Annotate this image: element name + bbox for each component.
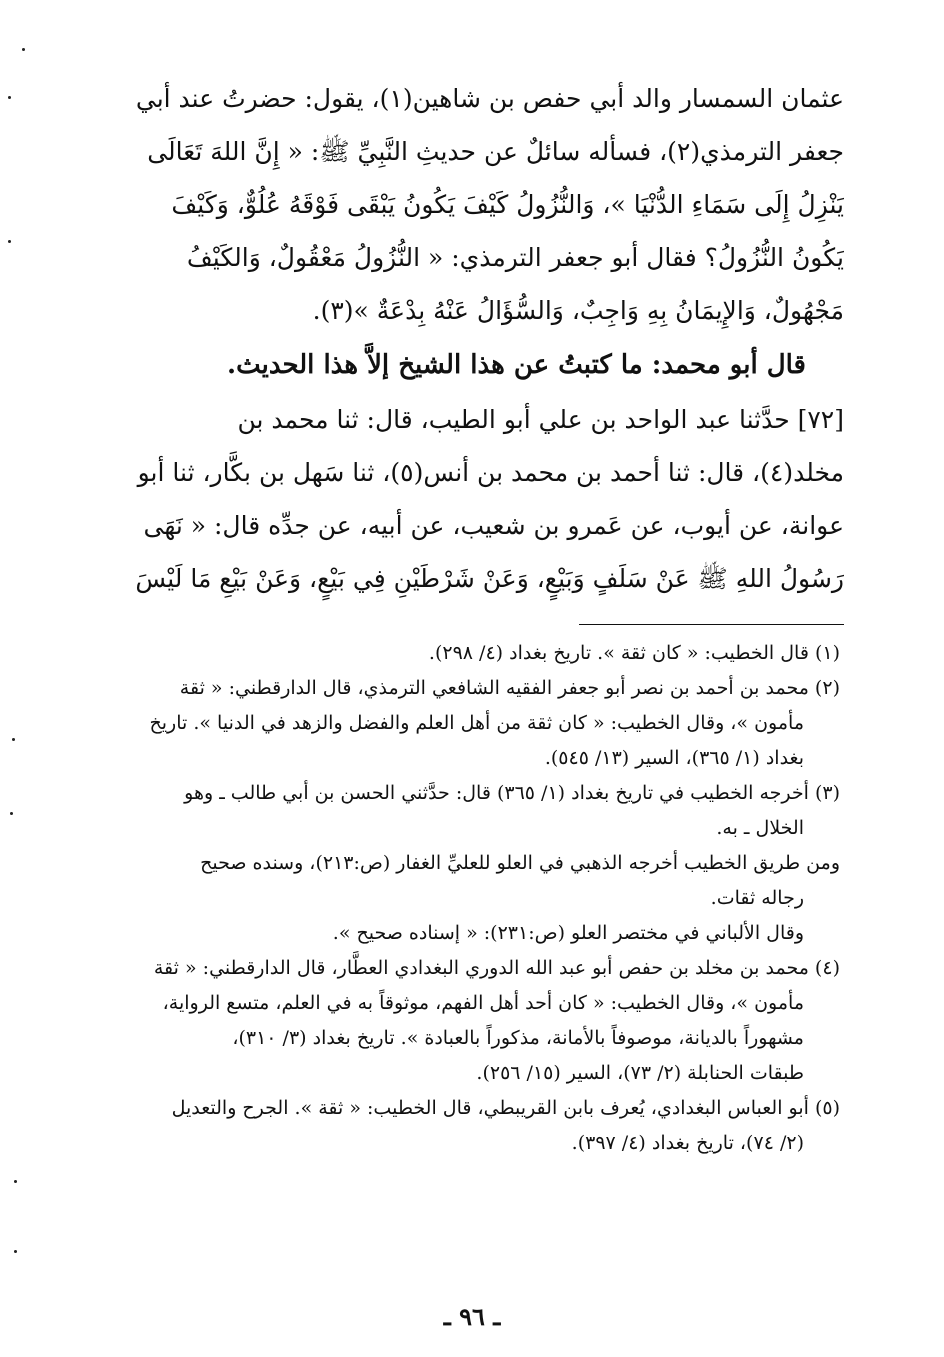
footnote-4: (٤) محمد بن مخلد بن حفص أبو عبد الله الدوري البغدادي العطَّار، قال الدارقطني: « ثقة bbox=[153, 957, 840, 979]
scan-speck bbox=[10, 812, 13, 815]
footnote-3-cont: وقال الألباني في مختصر العلو (ص:٢٣١): « إسناده صحيح ». bbox=[332, 922, 804, 944]
scan-speck bbox=[14, 1180, 17, 1183]
footnote-4-cont: طبقات الحنابلة (٢/ ٧٣)، السير (١٥/ ٢٥٦). bbox=[476, 1062, 804, 1084]
scan-speck bbox=[8, 240, 11, 243]
scan-speck bbox=[12, 738, 15, 741]
scan-speck bbox=[14, 1250, 17, 1253]
footnote-5: (٥) أبو العباس البغدادي، يُعرف بابن القريبطي، قال الخطيب: « ثقة ». الجرح والتعديل bbox=[171, 1097, 840, 1119]
hadith-line: [٧٢] حدَّثنا عبد الواحد بن علي أبو الطيب، قال: ثنا محمد بن bbox=[237, 405, 844, 434]
main-text-line: يَكُونُ النُّزُولُ؟ فقال أبو جعفر الترمذي: « النُّزُولُ مَعْقُولٌ، وَالكَيْفُ bbox=[186, 243, 844, 272]
hadith-line: مخلد(٤)، قال: ثنا أحمد بن محمد بن أنس(٥)، ثنا سَهل بن بكَّار، ثنا أبو bbox=[137, 458, 844, 487]
footnote-4-cont: مشهوراً بالديانة، موصوفاً بالأمانة، مذكوراً بالعبادة ». تاريخ بغداد (٣/ ٣١٠)، bbox=[232, 1027, 804, 1049]
section-heading: قال أبو محمد: ما كتبتُ عن هذا الشيخ إلاَّ هذا الحديث. bbox=[227, 350, 806, 380]
footnote-divider bbox=[579, 624, 844, 625]
footnote-3: (٣) أخرجه الخطيب في تاريخ بغداد (١/ ٣٦٥) قال: حدَّثني الحسن بن أبي طالب ـ وهو bbox=[184, 782, 840, 804]
footnote-3-cont: رجاله ثقات. bbox=[710, 887, 804, 909]
scan-speck bbox=[22, 48, 25, 51]
scan-speck bbox=[8, 96, 11, 99]
main-text-line: يَنْزِلُ إِلَى سَمَاءِ الدُّنْيَا »، وَالنُّزُولُ كَيْفَ يَكُونُ يَبْقَى فَوْقَهُ عُلُوٌّ، وَكَيْفَ bbox=[171, 190, 844, 219]
footnote-3-cont: ومن طريق الخطيب أخرجه الذهبي في العلو للعليِّ الغفار (ص:٢١٣)، وسنده صحيح bbox=[200, 852, 840, 874]
hadith-line: عوانة، عن أيوب، عن عَمرو بن شعيب، عن أبيه، عن جدِّه قال: « نَهَى bbox=[143, 511, 844, 540]
main-text-line: جعفر الترمذي(٢)، فسأله سائلٌ عن حديثِ النَّبِيِّ ﷺ: « إِنَّ اللهَ تَعَالَى bbox=[147, 137, 844, 166]
footnote-3-cont: الخلال ـ به. bbox=[716, 817, 804, 839]
main-text-line: مَجْهُولٌ، وَالإِيمَانُ بِهِ وَاجِبٌ، وَالسُّؤَالُ عَنْهُ بِدْعَةٌ »(٣). bbox=[312, 296, 844, 325]
hadith-line: رَسُولُ اللهِ ﷺ عَنْ سَلَفٍ وَبَيْعٍ، وَعَنْ شَرْطَيْنِ فِي بَيْعٍ، وَعَنْ بَيْعِ مَا لَيْسَ bbox=[135, 564, 844, 593]
page-number: ـ ٩٦ ـ bbox=[443, 1302, 501, 1331]
footnotes-block bbox=[104, 636, 840, 1161]
footnote-2-cont: مأمون »، وقال الخطيب: « كان ثقة من أهل العلم والفضل والزهد في الدنيا ». تاريخ bbox=[149, 712, 804, 734]
footnote-2-cont: بغداد (١/ ٣٦٥)، السير (١٣/ ٥٤٥). bbox=[544, 747, 804, 769]
main-text-line: عثمان السمسار والد أبي حفص بن شاهين(١)، يقول: حضرتُ عند أبي bbox=[135, 84, 844, 113]
footnote-1: (١) قال الخطيب: « كان ثقة ». تاريخ بغداد (٤/ ٢٩٨). bbox=[428, 642, 840, 664]
footnote-5-cont: (٢/ ٧٤)، تاريخ بغداد (٤/ ٣٩٧). bbox=[571, 1132, 804, 1154]
footnote-2: (٢) محمد بن أحمد بن نصر أبو جعفر الفقيه الشافعي الترمذي، قال الدارقطني: « ثقة bbox=[179, 677, 840, 699]
footnote-4-cont: مأمون »، وقال الخطيب: « كان أحد أهل الفهم، موثوقاً به في العلم، متسع الرواية، bbox=[162, 992, 804, 1014]
main-text-block bbox=[100, 72, 844, 605]
